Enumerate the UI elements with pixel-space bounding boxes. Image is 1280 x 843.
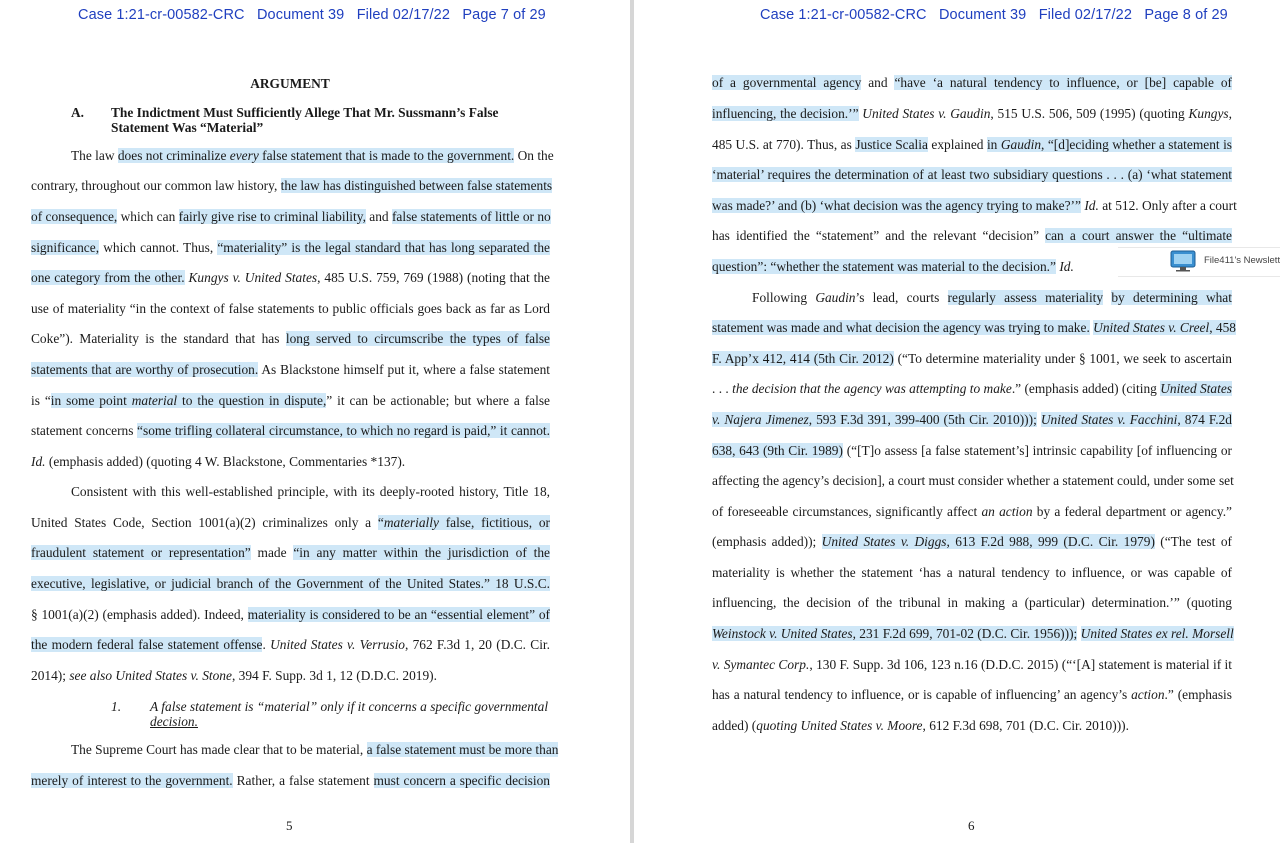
body-line: is “in some point material to the question in dispute,” it can be actionable; but where a false	[31, 393, 550, 408]
body-line: merely of interest to the government. Rather, a false statement must concern a specific decision	[31, 773, 550, 788]
body-line: statement concerns “some trifling collateral circumstance, to which no regard is paid,” it cannot.	[31, 423, 550, 438]
body-line: affecting the agency’s decision], a court must consider whether a statement could, under some set	[712, 473, 1234, 488]
body-line: executive, legislative, or judicial branch of the Government of the United States.” 18 U.S.C.	[31, 576, 550, 591]
body-line: was made?’ and (b) ‘what decision was the agency trying to make?’” Id. at 512. Only after a court	[712, 198, 1237, 213]
section-letter: A.	[71, 105, 85, 120]
body-line: § 1001(a)(2) (emphasis added). Indeed, materiality is considered to be an “essential element” of	[31, 607, 550, 622]
body-line: 638, 643 (9th Cir. 1989) (“[T]o assess [a false statement’s] intrinsic capability [of influencing or	[712, 443, 1232, 458]
subsection-heading-line2: decision.	[150, 714, 198, 729]
argument-heading: ARGUMENT	[250, 76, 330, 91]
body-line: (emphasis added)); United States v. Diggs, 613 F.2d 988, 999 (D.C. Cir. 1979) (“The test of	[712, 534, 1232, 549]
subsection-number: 1.	[111, 699, 122, 714]
section-heading-line1: The Indictment Must Sufficiently Allege That Mr. Sussmann’s False	[111, 105, 499, 120]
body-line: contrary, throughout our common law history, the law has distinguished between false statements	[31, 178, 553, 193]
body-line: F. App’x 412, 414 (5th Cir. 2012) (“To determine materiality under § 1001, we seek to ascertain	[712, 351, 1232, 366]
right-page	[634, 0, 1280, 843]
body-line: added) (quoting United States v. Moore, 612 F.3d 698, 701 (D.C. Cir. 2010))).	[712, 718, 1129, 733]
page-header[interactable]: Case 1:21-cr-00582-CRC Document 39 Filed 02/17/22 Page 8 of 29	[760, 7, 1228, 23]
body-line: fraudulent statement or representation” made “in any matter within the jurisdiction of the	[31, 545, 550, 560]
left-page	[0, 0, 630, 843]
body-line: influencing, the decision of the tribunal in making a (particular) determination.’” (quoting	[712, 595, 1232, 610]
newsletter-watermark	[1118, 247, 1280, 277]
body-line: has identified the “statement” and the relevant “decision” can a court answer the “ultimate	[712, 228, 1232, 243]
body-line: question”: “whether the statement was material to the decision.” Id.	[712, 259, 1074, 274]
body-line: ‘material’ requires the determination of at least two subsidiary questions . . . (a) ‘what statement	[712, 167, 1232, 182]
body-line: . . . the decision that the agency was attempting to make.” (emphasis added) (citing United States	[712, 381, 1232, 396]
body-line: United States Code, Section 1001(a)(2) criminalizes only a “materially false, fictitious, or	[31, 515, 551, 530]
body-line: The Supreme Court has made clear that to be material, a false statement must be more than	[71, 742, 559, 757]
body-line: Coke”). Materiality is the standard that has long served to circumscribe the types of false	[31, 331, 550, 346]
section-heading-line2: Statement Was “Material”	[111, 120, 264, 135]
body-line: Following Gaudin’s lead, courts regularly assess materiality by determining what	[752, 290, 1232, 305]
body-line: 485 U.S. at 770). Thus, as Justice Scalia explained in Gaudin, “[d]eciding whether a statement is	[712, 137, 1233, 152]
body-line: use of materiality “in the context of false statements to public officials goes back as far as Lord	[31, 301, 550, 316]
body-line: Consistent with this well-established principle, with its deeply-rooted history, Title 18,	[71, 484, 550, 499]
body-line: one category from the other. Kungys v. United States, 485 U.S. 759, 769 (1988) (noting that the	[31, 270, 550, 285]
body-line: Id. (emphasis added) (quoting 4 W. Blackstone, Commentaries *137).	[31, 454, 406, 469]
body-line: v. Najera Jimenez, 593 F.3d 391, 399-400 (5th Cir. 2010))); United States v. Facchini, 874 F.2d	[712, 412, 1232, 427]
body-line: significance, which cannot. Thus, “materiality” is the legal standard that has long separated the	[31, 240, 550, 255]
body-line: influencing, the decision.’” United States v. Gaudin, 515 U.S. 506, 509 (1995) (quoting Kungys,	[712, 106, 1232, 121]
body-line: materiality is whether the statement ‘has a natural tendency to influence, or was capable of	[712, 565, 1232, 580]
body-line: the modern federal false statement offense. United States v. Verrusio, 762 F.3d 1, 20 (D.C. Cir.	[31, 637, 550, 652]
body-line: 2014); see also United States v. Stone, 394 F. Supp. 3d 1, 12 (D.D.C. 2019).	[31, 668, 437, 683]
watermark-label: File411's Newslett	[1204, 255, 1280, 266]
page-number: 6	[968, 818, 975, 833]
body-line: of foreseeable circumstances, significantly affect an action by a federal department or agency.”	[712, 504, 1232, 519]
body-line: of consequence, which can fairly give rise to criminal liability, and false statements of little or no	[31, 209, 551, 224]
monitor-icon	[1170, 250, 1196, 272]
body-line: has a natural tendency to influence, or is capable of influencing’ an agency’s action.” (emphasis	[712, 687, 1232, 702]
subsection-heading-line1: A false statement is “material” only if it concerns a specific governmental	[150, 699, 549, 714]
body-line: statement was made and what decision the agency was trying to make. United States v. Creel, 458	[712, 320, 1236, 335]
page-header[interactable]: Case 1:21-cr-00582-CRC Document 39 Filed 02/17/22 Page 7 of 29	[78, 7, 546, 23]
body-line: Weinstock v. United States, 231 F.2d 699, 701-02 (D.C. Cir. 1956))); United States ex rel. Morsell	[712, 626, 1234, 641]
body-line: v. Symantec Corp., 130 F. Supp. 3d 106, 123 n.16 (D.D.C. 2015) (“‘[A] statement is material if it	[712, 657, 1232, 672]
body-line: statements that are worthy of prosecution. As Blackstone himself put it, where a false statement	[31, 362, 550, 377]
body-line: The law does not criminalize every false statement that is made to the government. On the	[71, 148, 554, 163]
page-number: 5	[286, 818, 293, 833]
body-line: of a governmental agency and “have ‘a natural tendency to influence, or [be] capable of	[712, 75, 1233, 90]
